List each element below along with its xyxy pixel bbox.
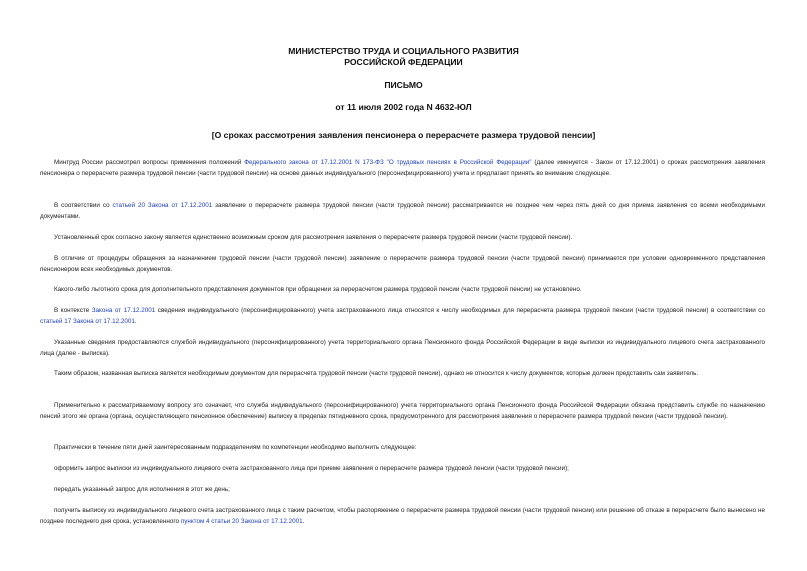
document-type: ПИСЬМО <box>384 80 423 90</box>
paragraph-3: Установленный срок согласно закону является единственно возможным сроком для рассмотрения заявления о перерасчете размера трудовой пенсии (части трудовой пенсии). <box>54 234 573 241</box>
paragraph-12: передать указанный запрос для исполнения в этот же день; <box>54 486 230 493</box>
paragraph-4: В отличие от процедуры обращения за назначением трудовой пенсии (части трудовой пенсии) заявление о перерасчете размера трудовой пенсии (части трудовой пенсии) принимается при условии одновременного представления пенсионером всех необходимых документов. <box>40 255 765 273</box>
paragraph-7: Указанные сведения предоставляются службой индивидуального (персонифицированного) учета территориального органа Пенсионного фонда Российской Федерации в виде выписки из индивидуального лицевого счета застрахованного лица (далее - выписка). <box>40 339 765 357</box>
paragraph-text: (далее именуется - Закон от 17.12.2001) о сроках рассмотрения заявления пенсионера о перерасчете размера трудовой пенсии (части трудовой пенсии) на основе данных индивидуального (персонифицированного) учета и предлагает принять во внимание следующее. <box>40 159 765 177</box>
article-17-link[interactable]: статьей 17 Закона от 17.12.2001 <box>40 317 135 325</box>
paragraph-9: Применительно к рассматриваемому вопросу это означает, что служба индивидуального (персонифицированного) учета территориального органа Пенсионного фонда Российской Федерации обязана представить службе по назначению пенсий этого же органа (органа, осуществляющего пенсионное обеспечение) выписку в пределах пятидневного срока, предусмотренного для рассмотрения заявления о перерасчете размера трудовой пенсии (части трудовой пенсии). <box>40 402 765 420</box>
paragraph-text: . <box>134 317 137 325</box>
paragraph-2 <box>40 201 765 222</box>
document-subject: [О сроках рассмотрения заявления пенсионера о перерасчете размера трудовой пенсии] <box>211 130 596 140</box>
paragraph-6 <box>40 306 765 327</box>
paragraph-text: получить выписку из индивидуального лицевого счета застрахованного лица с таким расчетом, чтобы распоряжение о перерасчете размера трудовой пенсии (части трудовой пенсии) или решение об отказе в перерасчете было вынесено не позднее последнего дня срока, установленного <box>40 507 765 525</box>
paragraph-text: В контексте <box>54 307 92 314</box>
paragraph-text: . <box>302 517 305 525</box>
paragraph-5: Какого-либо льготного срока для дополнительного представления документов при обращении за перерасчетом размера трудовой пенсии (части трудовой пенсии) не установлено. <box>54 286 582 293</box>
paragraph-text: заявление о перерасчете размера трудовой пенсии (части трудовой пенсии) рассматривается не позднее чем через пять дней со дня приема заявления со всеми необходимыми документами. <box>40 202 766 220</box>
paragraph-1 <box>40 158 765 179</box>
law-link[interactable]: Закона от 17.12.2001 <box>91 307 156 314</box>
paragraph-text: В соответствии со <box>54 202 113 209</box>
paragraph-8: Таким образом, названная выписка является необходимым документом для перерасчета трудовой пенсии (части трудовой пенсии), однако не относится к числу документов, которые должен представить сам заявитель. <box>54 370 699 377</box>
paragraph-text: Минтруд России рассмотрел вопросы применения положений <box>54 159 245 166</box>
ministry-title-line1: МИНИСТЕРСТВО ТРУДА И СОЦИАЛЬНОГО РАЗВИТИЯ <box>288 46 519 56</box>
paragraph-text: сведения индивидуального (персонифицированного) учета застрахованного лица относятся к числу необходимых для перерасчета размера трудовой пенсии (части трудовой пенсии) в соответствии со <box>155 307 766 314</box>
ministry-title-line2: РОССИЙСКОЙ ФЕДЕРАЦИИ <box>344 57 463 67</box>
article-20-link[interactable]: статьей 20 Закона от 17.12.2001 <box>112 202 213 209</box>
paragraph-10: Практически в течение пяти дней заинтересованным подразделениям по компетенции необходимо выполнить следующее: <box>54 444 417 451</box>
paragraph-13 <box>40 506 765 527</box>
document-date-number: от 11 июля 2002 года N 4632-ЮЛ <box>335 102 472 112</box>
paragraph-11: оформить запрос выписки из индивидуального лицевого счета застрахованного лица при приеме заявления о перерасчете размера трудовой пенсии (части трудовой пенсии); <box>54 465 569 472</box>
point-4-article-20-link[interactable]: пунктом 4 статьи 20 Закона от 17.12.2001 <box>180 517 303 525</box>
federal-law-link[interactable]: Федерального закона от 17.12.2001 N 173-ФЗ "О трудовых пенсиях в Российской Федерации" <box>244 159 532 166</box>
